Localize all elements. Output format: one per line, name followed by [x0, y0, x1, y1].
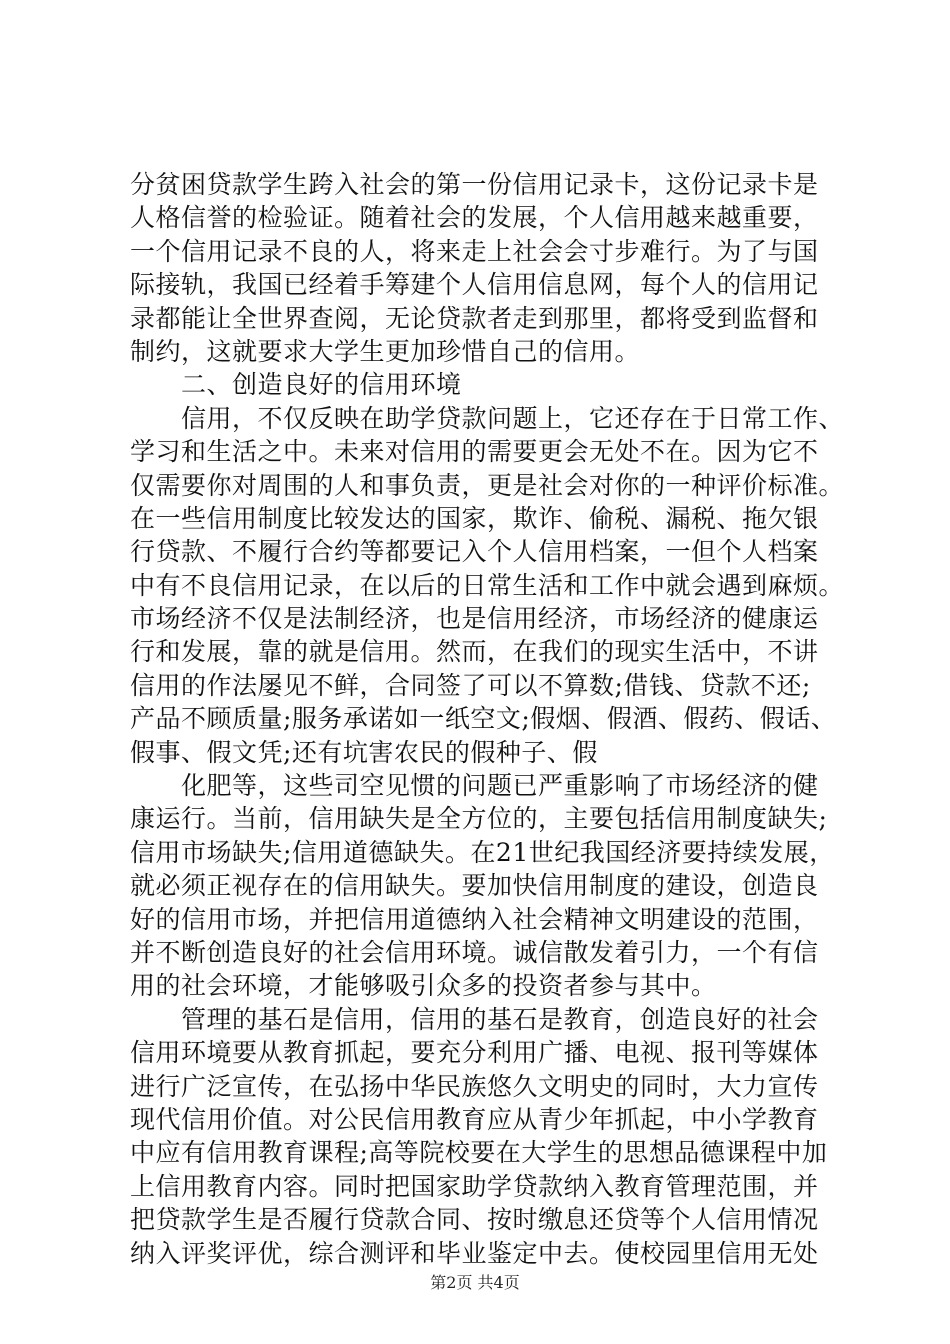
- body-text: [130, 168, 845, 1270]
- page-footer: 第2页 共4页: [430, 1273, 520, 1292]
- text-line: 中有不良信用记录，在以后的日常生活和工作中就会遇到麻烦。: [130, 570, 845, 600]
- section-heading: 二、创造良好的信用环境: [130, 370, 462, 400]
- text-line: 并不断创造良好的社会信用环境。诚信散发着引力，一个有信: [130, 937, 819, 967]
- text-line: 管理的基石是信用，信用的基石是教育，创造良好的社会: [130, 1004, 819, 1034]
- text-line: 行和发展，靠的就是信用。然而，在我们的现实生活中，不讲: [130, 637, 819, 667]
- text-line: 假事、假文凭;还有坑害农民的假种子、假: [130, 737, 598, 767]
- text-line: 际接轨，我国已经着手筹建个人信用信息网，每个人的信用记: [130, 270, 819, 300]
- text-line: 学习和生活之中。未来对信用的需要更会无处不在。因为它不: [130, 437, 819, 467]
- text-line: 仅需要你对周围的人和事负责，更是社会对你的一种评价标准。: [130, 470, 845, 500]
- text-line: 信用市场缺失;信用道德缺失。在21世纪我国经济要持续发展，: [130, 837, 835, 867]
- text-line: 分贫困贷款学生跨入社会的第一份信用记录卡，这份记录卡是: [130, 170, 819, 199]
- text-line: 现代信用价值。对公民信用教育应从青少年抓起，中小学教育: [130, 1104, 819, 1134]
- text-line: 信用环境要从教育抓起，要充分利用广播、电视、报刊等媒体: [130, 1038, 819, 1068]
- text-line: 信用的作法屡见不鲜，合同签了可以不算数;借钱、贷款不还;: [130, 670, 811, 700]
- text-line: 制约，这就要求大学生更加珍惜自己的信用。: [130, 336, 641, 366]
- text-line: 市场经济不仅是法制经济，也是信用经济，市场经济的健康运: [130, 604, 819, 634]
- text-line: 好的信用市场，并把信用道德纳入社会精神文明建设的范围，: [130, 904, 819, 934]
- text-line: 人格信誉的检验证。随着社会的发展，个人信用越来越重要，: [130, 203, 819, 233]
- text-line: 行贷款、不履行合约等都要记入个人信用档案，一但个人档案: [130, 537, 819, 567]
- text-line: 产品不顾质量;服务承诺如一纸空文;假烟、假酒、假药、假话、: [130, 704, 837, 734]
- text-line: 化肥等，这些司空见惯的问题已严重影响了市场经济的健: [130, 771, 819, 801]
- text-line: 纳入评奖评优，综合测评和毕业鉴定中去。使校园里信用无处: [130, 1238, 819, 1268]
- text-line: 录都能让全世界查阅，无论贷款者走到那里，都将受到监督和: [130, 303, 819, 333]
- text-line: 中应有信用教育课程;高等院校要在大学生的思想品德课程中加: [130, 1138, 828, 1168]
- text-line: 就必须正视存在的信用缺失。要加快信用制度的建设，创造良: [130, 871, 819, 901]
- text-line: 康运行。当前，信用缺失是全方位的，主要包括信用制度缺失;: [130, 804, 828, 834]
- text-line: 一个信用记录不良的人，将来走上社会会寸步难行。为了与国: [130, 236, 819, 266]
- text-line: 用的社会环境，才能够吸引众多的投资者参与其中。: [130, 971, 717, 1001]
- text-line: 在一些信用制度比较发达的国家，欺诈、偷税、漏税、拖欠银: [130, 503, 819, 533]
- text-line: 把贷款学生是否履行贷款合同、按时缴息还贷等个人信用情况: [130, 1205, 819, 1235]
- text-line: 上信用教育内容。同时把国家助学贷款纳入教育管理范围，并: [130, 1171, 819, 1201]
- text-line: 信用，不仅反映在助学贷款问题上，它还存在于日常工作、: [130, 403, 845, 433]
- text-line: 进行广泛宣传，在弘扬中华民族悠久文明史的同时，大力宣传: [130, 1071, 819, 1101]
